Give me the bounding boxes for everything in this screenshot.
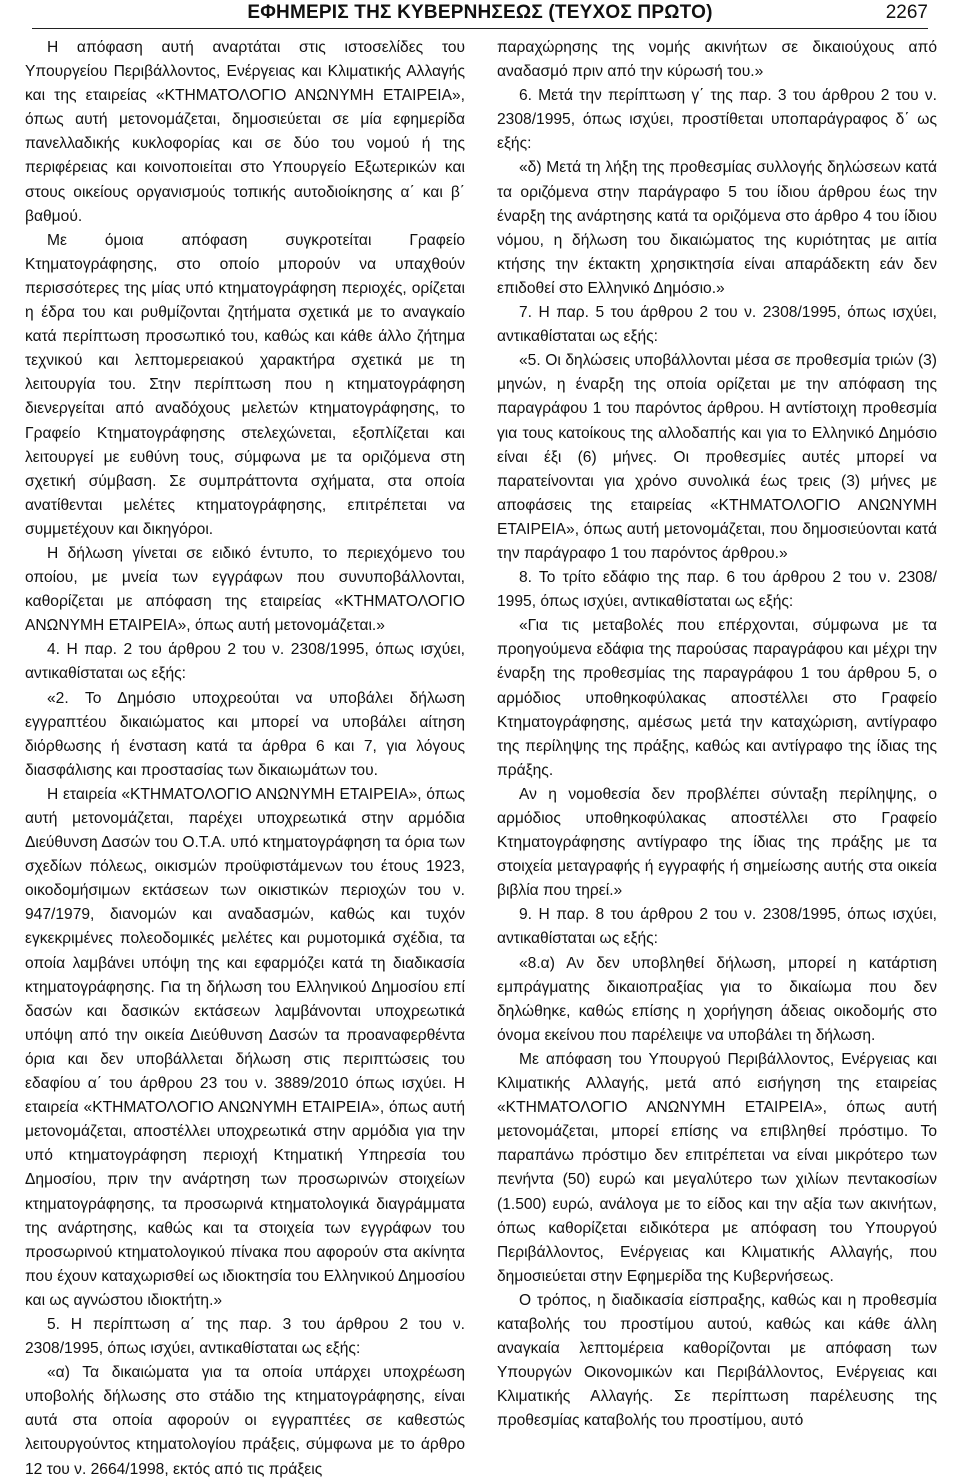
- gazette-title: ΕΦΗΜΕΡΙΣ ΤΗΣ ΚΥΒΕΡΝΗΣΕΩΣ (ΤΕΥΧΟΣ ΠΡΩΤΟ): [247, 2, 713, 23]
- page-header: [32, 0, 928, 29]
- paragraph: Η δήλωση γίνεται σε ειδικό έντυπο, το περιεχόμενο του οποίου, με μνεία των εγγράφων που συνυποβάλλονται, καθορίζεται με απόφαση της εταιρείας «ΚΤΗΜΑΤΟΛΟΓΙΟ ΑΝΩΝΥΜΗ ΕΤΑΙΡΕΙΑ», όπως αυτή μετονομάζεται.»: [25, 544, 465, 635]
- paragraph: 6. Μετά την περίπτωση γ΄ της παρ. 3 του άρθρου 2 του ν. 2308/1995, όπως ισχύει, προστίθεται υποπαράγραφος δ΄ ως εξής:: [497, 87, 937, 153]
- paragraph: 5. Η περίπτωση α΄ της παρ. 3 του άρθρου 2 του ν. 2308/1995, όπως ισχύει, αντικαθίσταται ως εξής:: [25, 1315, 465, 1358]
- paragraph: «α) Τα δικαιώματα για τα οποία υπάρχει υποχρέωση υποβολής δήλωσης στο στάδιο της κτηματογράφησης, είναι αυτά στα οποία αφορούν οι εγγραπτέες σε καθεστώς λειτουργούντος κτηματολογίου πράξεις, σύμφωνα με το άρθρο 12 του ν. 2664/1998, εκτός από τις πράξεις: [25, 1364, 465, 1478]
- page-number: 2267: [885, 2, 928, 23]
- paragraph: Ο τρόπος, η διαδικασία είσπραξης, καθώς και η προθεσμία καταβολής του προστίμου αυτού, καθώς και κάθε άλλη αναγκαία λεπτομέρεια καθορίζονται με απόφαση των Υπουργών Οικονομικών και Περιβάλλοντος, Ενέργειας και Κλιματικής Αλλαγής. Σε περίπτωση παρέλευσης της προθεσμίας καταβολής του προστίμου, αυτό: [497, 1291, 937, 1430]
- paragraph: Η εταιρεία «ΚΤΗΜΑΤΟΛΟΓΙΟ ΑΝΩΝΥΜΗ ΕΤΑΙΡΕΙΑ», όπως αυτή μετονομάζεται, παρέχει υποχρεωτικά στην αρμόδια Διεύθυνση Δασών του Ο.Τ.Α. υπό κτηματογράφηση τα όρια των σχεδίων πόλεως, οικισμών προϋφιστάμενων του έτους 1923, οικοδομήσιμων εκτάσεων των οικιστικών περιοχών του ν. 947/1979, διανομών και αναδασμών, καθώς και τυχόν εγκεκριμένες πολεοδομικές μελέτες και ρυμοτομικά σχέδια, τα οποία λαμβάνει υπόψη της και εφαρμόζει κατά τη διαδικασία κτηματογράφησης. Για τη δήλωση του Ελληνικού Δημοσίου επί δασών και δασικών εκτάσεων λαμβάνονται υποχρεωτικά υπόψη από την οικεία Διεύθυνση Δασών τα προαναφερθέντα όρια και δεν υποβάλλεται δήλωση στις περιπτώσεις του εδαφίου α΄ του άρθρου 23 του ν. 3889/2010 όπως ισχύει. Η εταιρεία «ΚΤΗΜΑΤΟΛΟΓΙΟ ΑΝΩΝΥΜΗ ΕΤΑΙΡΕΙΑ», όπως αυτή μετονομάζεται, αποστέλλει υποχρεωτικά στην αρμόδια για την υπό κτηματογράφηση περιοχή Κτηματική Υπηρεσία του Δημοσίου, πριν την ανάρτηση των προσωρινών στοιχείων κτηματογράφησης, τα προσωρινά κτηματολογικά διαγράμματα της ανάρτησης, καθώς και τα στοιχεία των εγγράφων του προσωρινού κτηματολογικού πίνακα που αφορούν στα ακίνητα που έχουν καταχωρισθεί ως ιδιοκτησία του Ελληνικού Δημοσίου και ως αγνώστου ιδιοκτήτη.»: [25, 785, 465, 1309]
- paragraph: «δ) Μετά τη λήξη της προθεσμίας συλλογής δηλώσεων κατά τα οριζόμενα στην παράγραφο 5 του ίδιου άρθρου έως την έναρξη της ανάρτησης κατά τα οριζόμενα στο άρθρο 4 του ίδιου νόμου, η δήλωση του δικαιώματος της κυριότητας με αιτία κτήσης την έκτακτη χρησικτησία είναι απαράδεκτη εάν δεν επιδοθεί στο Ελληνικό Δημόσιο.»: [497, 159, 937, 297]
- paragraph: Αν η νομοθεσία δεν προβλέπει σύνταξη περίληψης, ο αρμόδιος υποθηκοφύλακας αποστέλλει στο Γραφείο Κτηματογράφησης αντίγραφο της ίδιας της πράξης με τα στοιχεία μεταγραφής ή εγγραφής ή σημείωσης αυτής στα οικεία βιβλία που τηρεί.»: [497, 785, 937, 900]
- paragraph: 7. Η παρ. 5 του άρθρου 2 του ν. 2308/1995, όπως ισχύει, αντικαθίσταται ως εξής:: [497, 304, 937, 346]
- paragraph: «Για τις μεταβολές που επέρχονται, σύμφωνα με τα προηγούμενα εδάφια της παρούσας παραγράφου και μέχρι την έναρξη της προθεσμίας της παραγράφου 1 του άρθρου 5, ο αρμόδιος υποθηκοφύλακας αποστέλλει στο Γραφείο Κτηματογράφησης, αμέσως μετά την καταχώριση, αντίγραφο της περίληψης της πράξης, καθώς και αντίγραφο της ίδιας της πράξης.: [497, 617, 937, 779]
- paragraph: Με απόφαση του Υπουργού Περιβάλλοντος, Ενέργειας και Κλιματικής Αλλαγής, μετά από εισήγηση της εταιρείας «ΚΤΗΜΑΤΟΛΟΓΙΟ ΑΝΩΝΥΜΗ ΕΤΑΙΡΕΙΑ», όπως αυτή μετονομάζεται, μπορεί επίσης να επιβληθεί πρόστιμο. Το παραπάνω πρόστιμο δεν επιτρέπεται να είναι μικρότερο των πενήντα (50) ευρώ και μεγαλύτερο των χιλίων πεντακοσίων (1.500) ευρώ, ανάλογα με το είδος και την αξία των ακινήτων, όπως καθορίζεται ειδικότερα με απόφαση του Υπουργού Περιβάλλοντος, Ενέργειας και Κλιματικής Αλλαγής, που δημοσιεύεται στην Εφημερίδα της Κυβερνήσεως.: [497, 1050, 937, 1285]
- paragraph: 8. Το τρίτο εδάφιο της παρ. 6 του άρθρου 2 του ν. 2308/ 1995, όπως ισχύει, αντικαθίσταται ως εξής:: [497, 569, 937, 611]
- paragraph: παραχώρησης της νομής ακινήτων σε δικαιούχους από αναδασμό πριν από την κύρωσή του.»: [497, 39, 937, 81]
- paragraph: Με όμοια απόφαση συγκροτείται Γραφείο Κτηματογράφησης, στο οποίο μπορούν να υπαχθούν περισσότερες της μίας υπό κτηματογράφηση περιοχές, ορίζεται η έδρα του και ρυθμίζονται ζητήματα σχετικά με το αναγκαίο κατά περίπτωση προσωπικό του, καθώς και κάθε άλλο ζήτημα τεχνικού και λεπτομερειακού χαρακτήρα σχετικά με τη λειτουργία του. Στην περίπτωση που η κτηματογράφηση διενεργείται από αναδόχους μελετών κτηματογράφησης, το Γραφείο Κτηματογράφησης στελεχώνεται, εξοπλίζεται και λειτουργεί με ευθύνη τους, σύμφωνα με τα οριζόμενα στη σχετική σύμβαση. Σε συμπράττοντα σχήματα, στα οποία ανατίθενται μελέτες κτηματογράφησης, επιτρέπεται να συμμετέχουν και δικηγόροι.: [25, 231, 465, 538]
- left-column: [25, 36, 465, 1478]
- paragraph: 9. Η παρ. 8 του άρθρου 2 του ν. 2308/1995, όπως ισχύει, αντικαθίσταται ως εξής:: [497, 906, 937, 948]
- paragraph: Η απόφαση αυτή αναρτάται στις ιστοσελίδες του Υπουργείου Περιβάλλοντος, Ενέργειας και Κλιματικής Αλλαγής και της εταιρείας «ΚΤΗΜΑΤΟΛΟΓΙΟ ΑΝΩΝΥΜΗ ΕΤΑΙΡΕΙΑ», όπως αυτή μετονομάζεται, δημοσιεύεται σε μία εφημερίδα πανελλαδικής κυκλοφορίας και σε δύο του νομού ή της περιφέρειας και κοινοποιείται στο Υπουργείο Εξωτερικών και στους οικείους οργανισμούς τοπικής αυτοδιοίκησης α΄ και β΄ βαθμού.: [25, 39, 465, 225]
- paragraph: «8.α) Αν δεν υποβληθεί δήλωση, μπορεί η κατάρτιση εμπράγματης δικαιοπραξίας για το δικαίωμα που δεν δηλώθηκε, καθώς επίσης η χορήγηση άδειας οικοδομής στο όνομα εκείνου που παρέλειψε να υποβάλει τη δήλωση.: [497, 954, 937, 1044]
- paragraph: 4. Η παρ. 2 του άρθρου 2 του ν. 2308/1995, όπως ισχύει, αντικαθίσταται ως εξής:: [25, 641, 465, 683]
- paragraph: «2. Το Δημόσιο υποχρεούται να υποβάλει δήλωση εγγραπτέου δικαιώματος και μπορεί να υποβάλει αίτηση διόρθωσης ή ένσταση κατά τα άρθρα 6 και 7, για λόγους διασφάλισης και προστασίας των δικαιωμάτων του.: [25, 689, 465, 779]
- paragraph: «5. Οι δηλώσεις υποβάλλονται μέσα σε προθεσμία τριών (3) μηνών, η έναρξη της οποία ορίζεται με την απόφαση της παραγράφου 1 του παρόντος άρθρου. Η αντίστοιχη προθεσμία για τους κατοίκους της αλλοδαπής και για το Ελληνικό Δημόσιο είναι έξι (6) μήνες. Οι προθεσμίες αυτές μπορεί να παρατείνονται για χρόνο συνολικά έως τρεις (3) μήνες με αποφάσεις της εταιρείας «ΚΤΗΜΑΤΟΛΟΓΙΟ ΑΝΩΝΥΜΗ ΕΤΑΙΡΕΙΑ», όπως αυτή μετονομάζεται, που δημοσιεύονται κατά την παράγραφο 1 του παρόντος άρθρου.»: [497, 352, 937, 562]
- right-column: [497, 36, 937, 1431]
